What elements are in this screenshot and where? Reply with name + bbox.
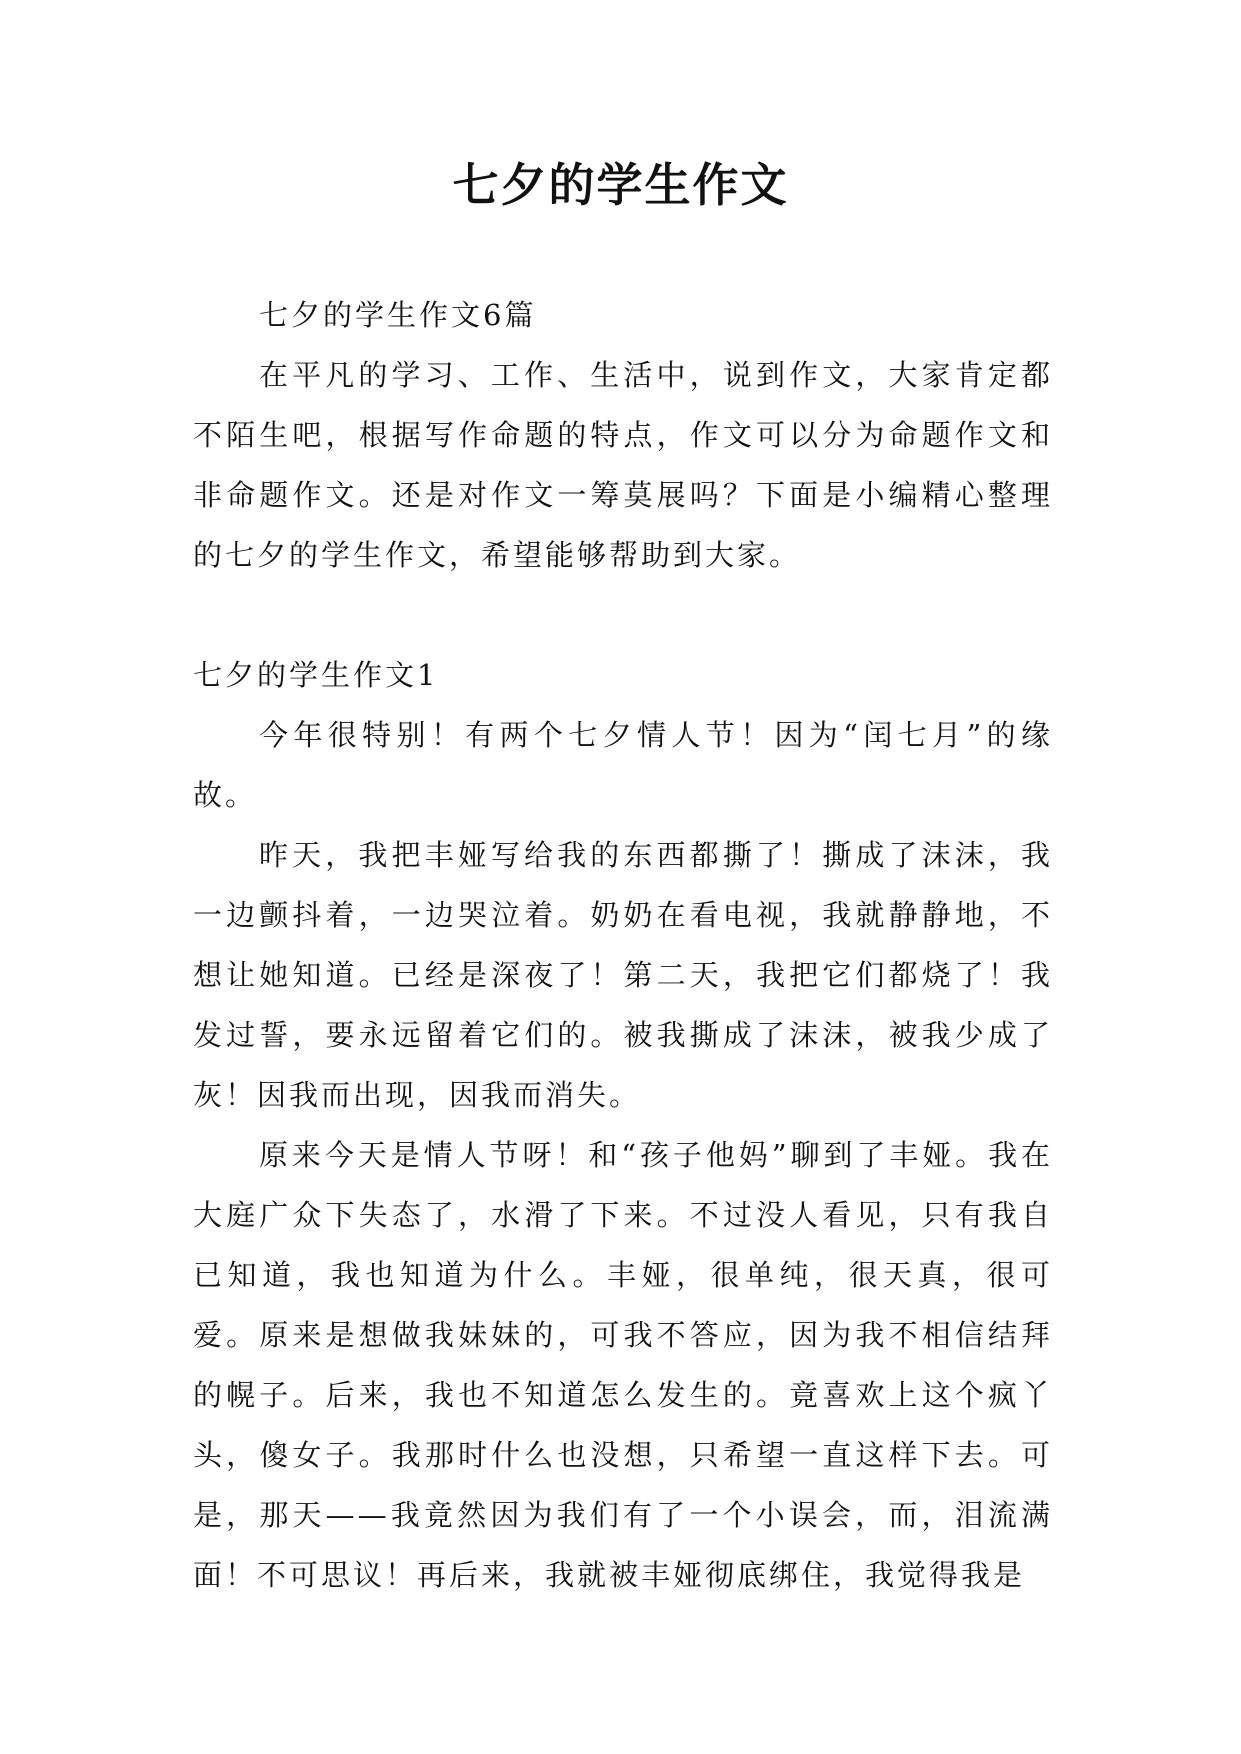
section-heading: 七夕的学生作文1 bbox=[193, 658, 439, 692]
body-paragraph: 昨天，我把丰娅写给我的东西都撕了！撕成了沫沫，我一边颤抖着，一边哭泣着。奶奶在看电视，我就静静地，不想让她知道。已经是深夜了！第二天，我把它们都烧了！我发过誓，要永远留着它们的。被我撕成了沫沫，被我少成了灰！因我而出现，因我而消失。 bbox=[193, 838, 1053, 1112]
intro-paragraph: 在平凡的学习、工作、生活中，说到作文，大家肯定都不陌生吧，根据写作命题的特点，作文可以分为命题作文和非命题作文。还是对作文一筹莫展吗？下面是小编精心整理的七夕的学生作文，希望能够帮助到大家。 bbox=[193, 358, 1053, 572]
section-spacer bbox=[193, 585, 1053, 645]
document-title: 七夕的学生作文 bbox=[452, 158, 789, 212]
document-body bbox=[193, 285, 1053, 1605]
body-paragraph: 原来今天是情人节呀！和“孩子他妈”聊到了丰娅。我在大庭广众下失态了，水滑了下来。不过没人看见，只有我自已知道，我也知道为什么。丰娅，很单纯，很天真，很可爱。原来是想做我妹妹的，可我不答应，因为我不相信结拜的幌子。后来，我也不知道怎么发生的。竟喜欢上这个疯丫头，傻女子。我那时什么也没想，只希望一直这样下去。可是，那天——我竟然因为我们有了一个小误会，而，泪流满面！不可思议！再后来，我就被丰娅彻底绑住，我觉得我是 bbox=[193, 1138, 1053, 1592]
document-subtitle: 七夕的学生作文6篇 bbox=[259, 298, 537, 332]
body-paragraph: 今年很特别！有两个七夕情人节！因为“闰七月”的缘故。 bbox=[193, 718, 1053, 812]
